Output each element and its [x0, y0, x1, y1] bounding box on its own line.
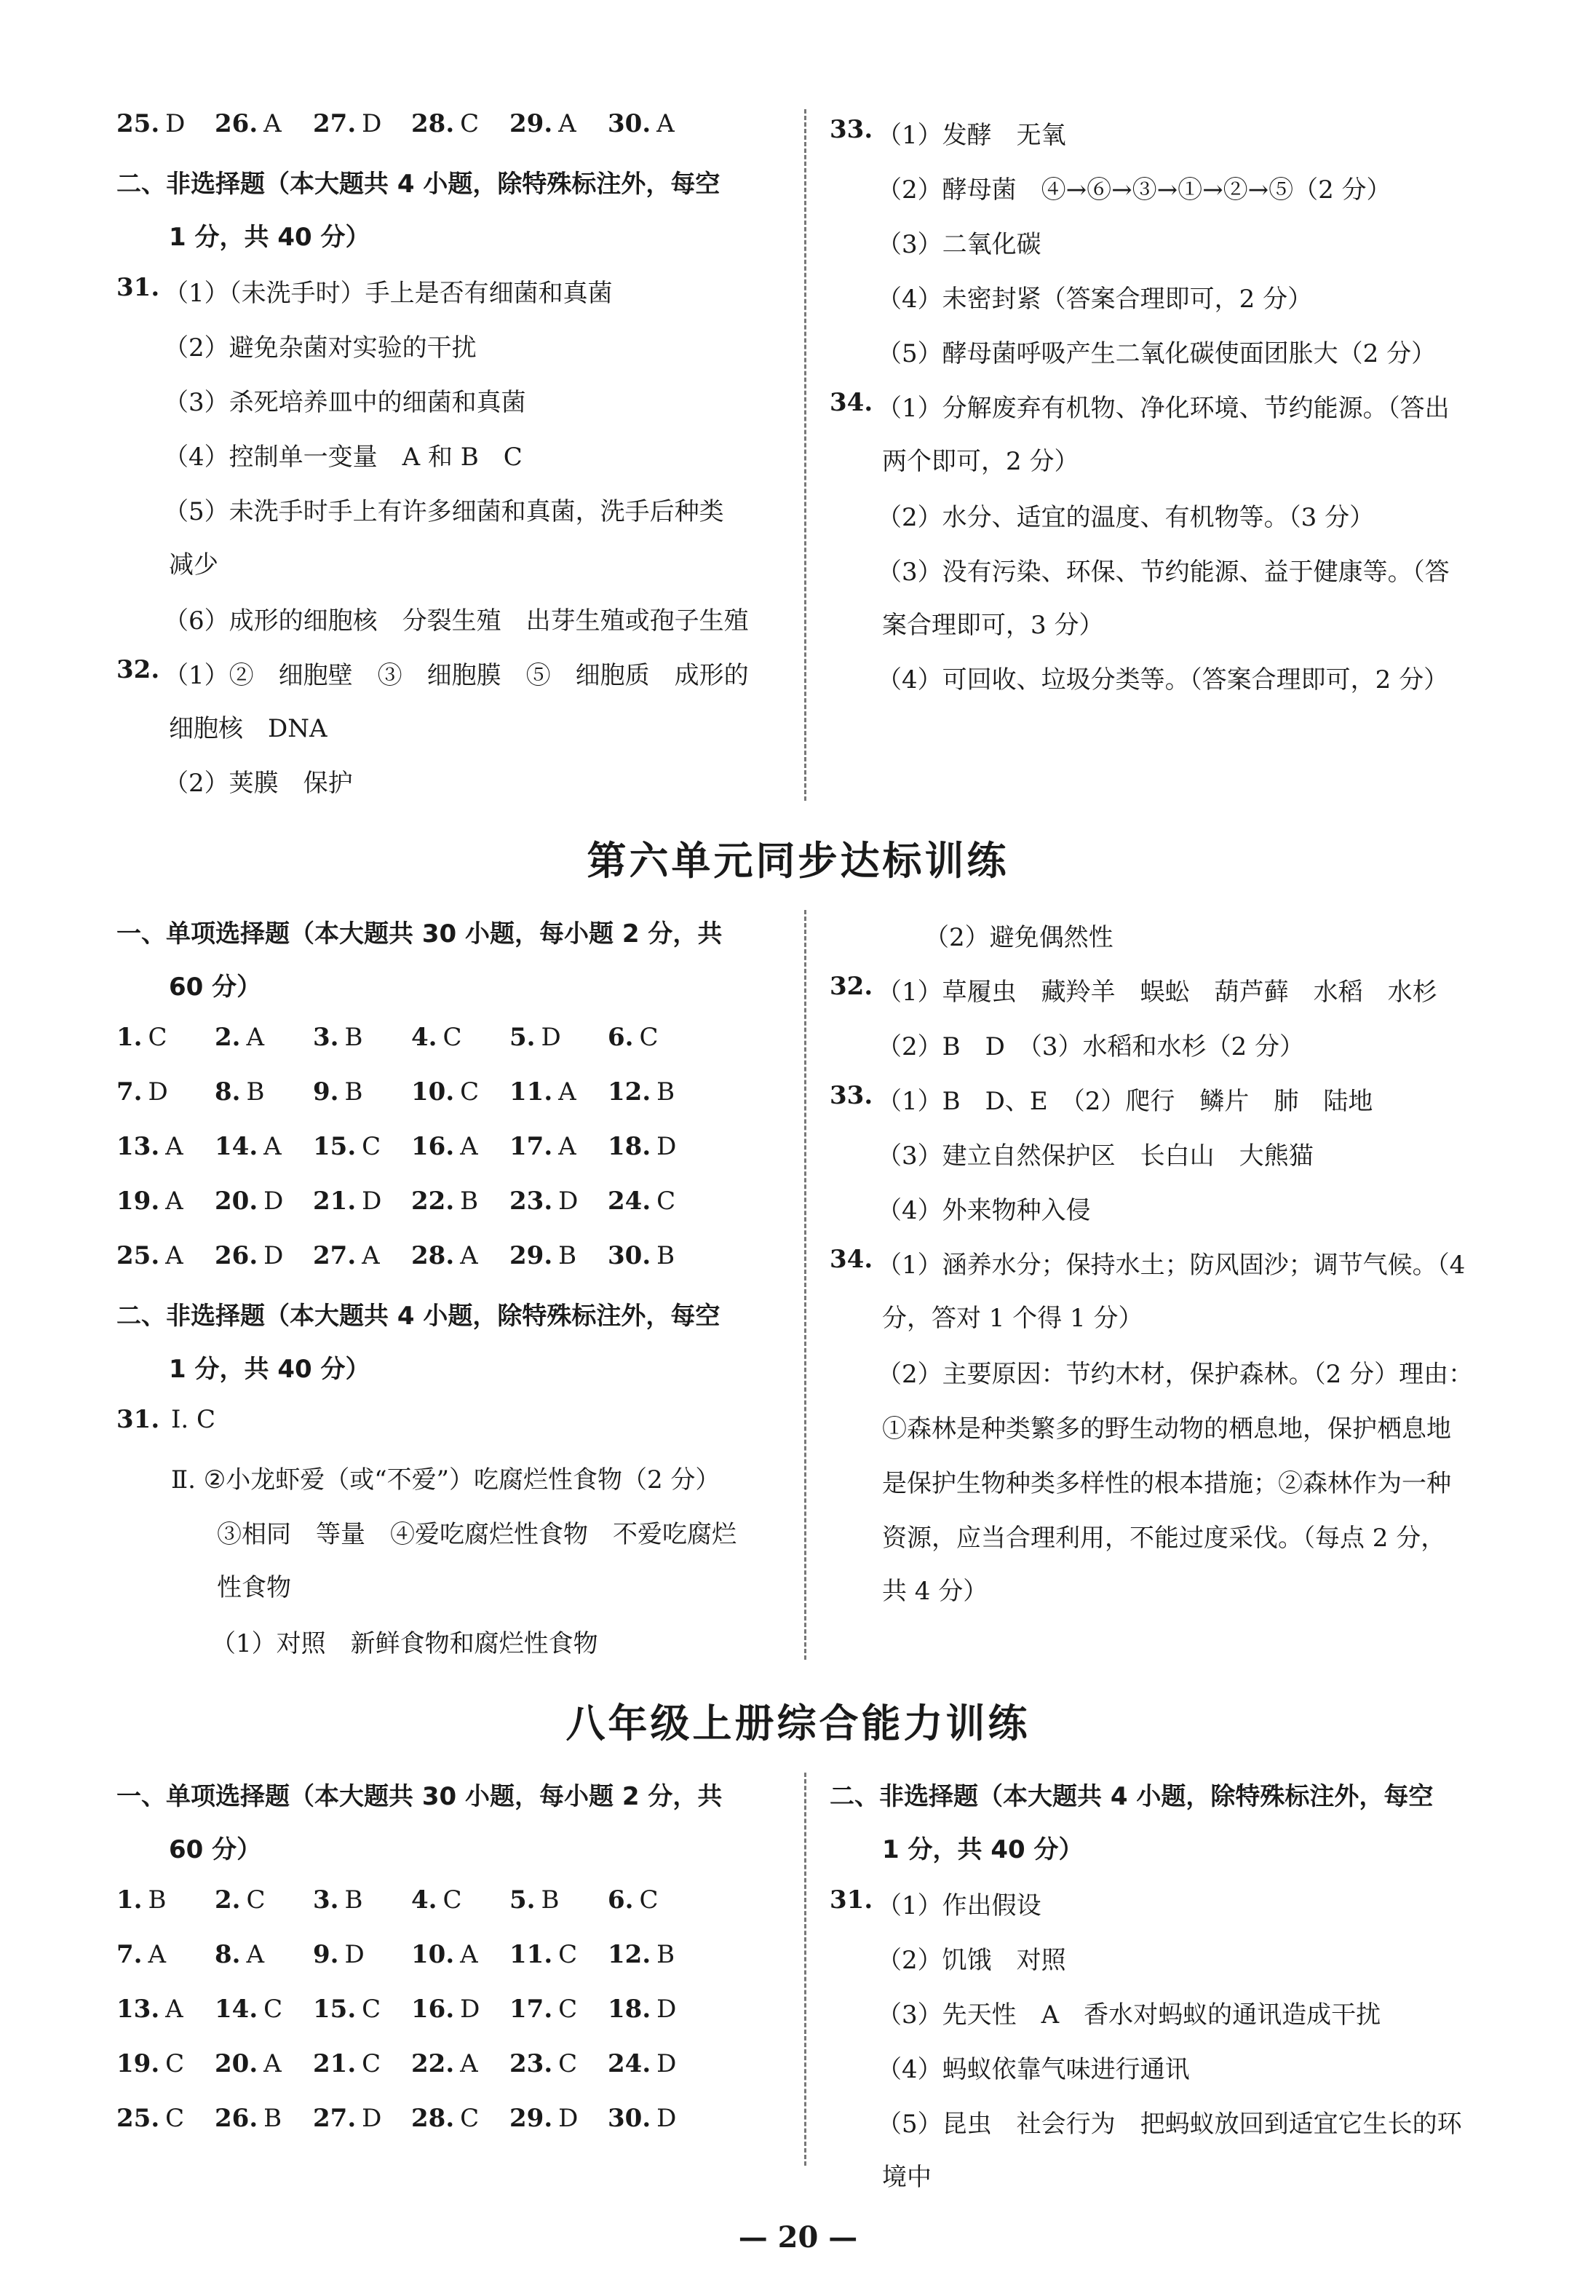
item-number: 19. [116, 2049, 160, 2078]
item-number: 20. [215, 2049, 258, 2078]
answer-cell [313, 1241, 411, 1270]
item-number: 24. [608, 2049, 651, 2078]
answer-cell [215, 1241, 313, 1270]
answer-cell [509, 1940, 608, 1969]
section-title: 第六单元同步达标训练 [587, 838, 1009, 884]
item-number: 27. [313, 2104, 357, 2133]
item-number: 29. [509, 109, 553, 138]
item-answer: B [460, 1187, 479, 1216]
question-number: 34. [830, 388, 873, 417]
section-heading-cont: 60 分） [169, 973, 262, 1002]
answer-text: 两个即可，2 分） [882, 447, 1079, 476]
item-answer: D [165, 109, 186, 138]
item-number: 18. [608, 1132, 651, 1161]
item-number: 26. [215, 1241, 258, 1270]
item-number: 7. [116, 1077, 143, 1107]
item-number: 25. [116, 1241, 160, 1270]
item-number: 21. [313, 2049, 357, 2078]
answer-text: （2）饥饿 对照 [877, 1946, 1066, 1975]
item-number: 13. [116, 1995, 160, 2024]
answer-text: （1）对照 新鲜食物和腐烂性食物 [211, 1629, 598, 1658]
answer-text: （5）酵母菌呼吸产生二氧化碳使面团胀大（2 分） [877, 339, 1437, 368]
question-number: 33. [830, 1081, 873, 1110]
answer-cell [608, 1077, 706, 1107]
item-number: 4. [411, 1023, 437, 1052]
item-answer: B [246, 1077, 265, 1107]
item-answer: B [656, 1241, 675, 1270]
answer-text: （3）二氧化碳 [877, 230, 1041, 259]
answer-text: ①森林是种类繁多的野生动物的栖息地，保护栖息地 [882, 1414, 1451, 1444]
answer-text: （2）避免偶然性 [924, 923, 1113, 952]
answer-cell [215, 2104, 313, 2133]
item-number: 15. [313, 1995, 357, 2024]
item-answer: D [656, 2049, 677, 2078]
answer-text: （2）水分、适宜的温度、有机物等。（3 分） [877, 503, 1375, 532]
answer-cell [509, 1885, 608, 1915]
answer-cell [411, 109, 509, 138]
item-number: 25. [116, 2104, 160, 2133]
item-answer: A [148, 1940, 167, 1969]
item-answer: B [148, 1885, 167, 1915]
answer-text: Ⅰ. C [171, 1405, 216, 1434]
answer-text: （2）避免杂菌对实验的干扰 [164, 333, 477, 363]
item-number: 22. [411, 1187, 455, 1216]
item-number: 26. [215, 2104, 258, 2133]
answer-cell [509, 1023, 608, 1052]
answer-cell [411, 1077, 509, 1107]
answer-cell [215, 2049, 313, 2078]
answer-cell [509, 1995, 608, 2024]
answer-row [116, 2104, 706, 2133]
item-answer: D [558, 1187, 579, 1216]
question-number: 34. [830, 1245, 873, 1274]
section-heading: 二、非选择题（本大题共 4 小题，除特殊标注外，每空 [116, 170, 720, 199]
page-number: — 20 — [738, 2220, 858, 2255]
answer-text: （1）（未洗手时）手上是否有细菌和真菌 [164, 279, 613, 308]
section-heading-cont: 1 分，共 40 分） [169, 223, 370, 252]
answer-cell [215, 1132, 313, 1161]
item-number: 9. [313, 1077, 339, 1107]
item-number: 29. [509, 1241, 553, 1270]
item-answer: C [246, 1885, 266, 1915]
item-answer: C [362, 2049, 381, 2078]
answer-text: 减少 [169, 550, 218, 579]
item-number: 9. [313, 1940, 339, 1969]
question-number: 33. [830, 115, 873, 144]
answer-text: （3）建立自然保护区 长白山 大熊猫 [877, 1141, 1314, 1171]
item-number: 24. [608, 1187, 651, 1216]
answer-row [116, 109, 706, 138]
answer-cell [215, 1885, 313, 1915]
question-number: 32. [830, 972, 873, 1001]
answer-row [116, 1940, 706, 1969]
section-heading-cont: 60 分） [169, 1835, 262, 1864]
answer-text: 是保护生物种类多样性的根本措施；②森林作为一种 [882, 1469, 1451, 1498]
item-answer: B [558, 1241, 577, 1270]
answer-text: （4）控制单一变量 A 和 B C [164, 443, 523, 472]
item-number: 5. [509, 1885, 536, 1915]
item-answer: A [263, 1132, 282, 1161]
answer-cell [313, 1995, 411, 2024]
answer-cell [608, 2049, 706, 2078]
answer-cell [608, 1241, 706, 1270]
item-answer: C [442, 1023, 462, 1052]
item-answer: A [558, 1077, 576, 1107]
item-answer: B [344, 1885, 363, 1915]
item-answer: C [148, 1023, 167, 1052]
answer-cell [215, 1187, 313, 1216]
answer-cell [215, 1077, 313, 1107]
column-divider [804, 910, 806, 1660]
answer-text: （5）昆虫 社会行为 把蚂蚁放回到适宜它生长的环 [877, 2110, 1462, 2139]
answer-cell [509, 1077, 608, 1107]
answer-cell [411, 1995, 509, 2024]
item-number: 5. [509, 1023, 536, 1052]
item-answer: A [263, 109, 282, 138]
item-answer: A [558, 109, 576, 138]
answer-cell [116, 1885, 215, 1915]
section-heading: 一、单项选择题（本大题共 30 小题，每小题 2 分，共 [116, 1782, 723, 1811]
item-answer: D [656, 2104, 677, 2133]
item-answer: A [246, 1023, 265, 1052]
item-number: 10. [411, 1940, 455, 1969]
item-number: 8. [215, 1940, 241, 1969]
item-number: 25. [116, 109, 160, 138]
answer-text: （4）未密封紧（答案合理即可，2 分） [877, 285, 1313, 314]
answer-cell [608, 109, 706, 138]
item-number: 27. [313, 1241, 357, 1270]
item-answer: A [460, 1132, 478, 1161]
item-number: 28. [411, 2104, 455, 2133]
item-number: 14. [215, 1995, 258, 2024]
item-answer: D [558, 2104, 579, 2133]
item-answer: D [263, 1187, 284, 1216]
answer-cell [116, 1077, 215, 1107]
question-number: 31. [116, 273, 160, 302]
item-number: 6. [608, 1023, 634, 1052]
answer-cell [313, 1132, 411, 1161]
answer-cell [608, 1023, 706, 1052]
section-heading-cont: 1 分，共 40 分） [169, 1355, 370, 1384]
answer-row [116, 1885, 706, 1915]
answer-cell [116, 1187, 215, 1216]
item-answer: A [460, 2049, 478, 2078]
answer-cell [608, 2104, 706, 2133]
item-answer: C [362, 1132, 381, 1161]
item-number: 13. [116, 1132, 160, 1161]
item-number: 23. [509, 2049, 553, 2078]
item-number: 17. [509, 1132, 553, 1161]
item-number: 2. [215, 1885, 241, 1915]
item-answer: C [460, 109, 480, 138]
item-number: 21. [313, 1187, 357, 1216]
item-answer: D [460, 1995, 480, 2024]
item-number: 12. [608, 1077, 651, 1107]
answer-text: （6）成形的细胞核 分裂生殖 出芽生殖或孢子生殖 [164, 606, 749, 636]
answer-text: （5）未洗手时手上有许多细菌和真菌，洗手后种类 [164, 497, 724, 526]
answer-cell [215, 1023, 313, 1052]
answer-cell [215, 1995, 313, 2024]
answer-cell [313, 1077, 411, 1107]
answer-cell [411, 1023, 509, 1052]
answer-cell [411, 2049, 509, 2078]
item-answer: D [263, 1241, 284, 1270]
item-number: 20. [215, 1187, 258, 1216]
answer-cell [116, 1940, 215, 1969]
answer-cell [116, 2049, 215, 2078]
item-number: 1. [116, 1885, 143, 1915]
answer-cell [608, 1187, 706, 1216]
answer-cell [116, 2104, 215, 2133]
item-answer: A [460, 1241, 478, 1270]
item-answer: A [246, 1940, 265, 1969]
item-answer: A [165, 1132, 183, 1161]
item-number: 16. [411, 1995, 455, 2024]
item-answer: C [165, 2049, 185, 2078]
item-answer: C [442, 1885, 462, 1915]
answer-text: （1）B D、E （2）爬行 鳞片 肺 陆地 [877, 1087, 1373, 1116]
answer-text: （1）发酵 无氧 [877, 121, 1066, 150]
answer-text: （3）杀死培养皿中的细菌和真菌 [164, 388, 526, 417]
item-answer: D [541, 1023, 561, 1052]
answer-row [116, 1995, 706, 2024]
answer-cell [313, 2104, 411, 2133]
answer-text: Ⅱ. ②小龙虾爱（或“不爱”）吃腐烂性食物（2 分） [171, 1465, 720, 1495]
answer-text: （1）草履虫 藏羚羊 蜈蚣 葫芦藓 水稻 水杉 [877, 978, 1437, 1007]
item-answer: A [362, 1241, 380, 1270]
answer-cell [411, 2104, 509, 2133]
item-answer: A [165, 1995, 183, 2024]
section-heading-cont: 1 分，共 40 分） [882, 1835, 1084, 1864]
answer-text: （1）分解废弃有机物、净化环境、节约能源。（答出 [877, 394, 1450, 423]
section-heading: 二、非选择题（本大题共 4 小题，除特殊标注外，每空 [830, 1782, 1434, 1811]
answer-text: ③相同 等量 ④爱吃腐烂性食物 不爱吃腐烂 [217, 1520, 737, 1549]
item-number: 18. [608, 1995, 651, 2024]
answer-text: （3）先天性 A 香水对蚂蚁的通讯造成干扰 [877, 2000, 1381, 2030]
item-answer: B [344, 1023, 363, 1052]
answer-cell [313, 1023, 411, 1052]
answer-cell [116, 1995, 215, 2024]
answer-text: （2）酵母菌 ④→⑥→③→①→②→⑤（2 分） [877, 175, 1391, 205]
item-answer: A [263, 2049, 282, 2078]
answer-cell [509, 1132, 608, 1161]
answer-text: 境中 [882, 2163, 932, 2192]
answer-row [116, 1241, 706, 1270]
item-number: 27. [313, 109, 357, 138]
item-answer: C [460, 1077, 480, 1107]
item-number: 29. [509, 2104, 553, 2133]
item-answer: C [558, 1940, 578, 1969]
answer-cell [411, 1885, 509, 1915]
answer-cell [509, 1241, 608, 1270]
answer-text: （2）B D （3）水稻和水杉（2 分） [877, 1032, 1304, 1061]
item-answer: C [656, 1187, 676, 1216]
item-answer: A [558, 1132, 576, 1161]
item-number: 26. [215, 109, 258, 138]
answer-text: （3）没有污染、环保、节约能源、益于健康等。（答 [877, 558, 1450, 587]
answer-text: （4）蚂蚁依靠气味进行通讯 [877, 2055, 1190, 2084]
answer-text: 资源，应当合理利用，不能过度采伐。（每点 2 分， [882, 1524, 1446, 1553]
item-answer: B [541, 1885, 560, 1915]
item-number: 1. [116, 1023, 143, 1052]
item-answer: D [656, 1132, 677, 1161]
item-number: 10. [411, 1077, 455, 1107]
item-answer: C [639, 1023, 659, 1052]
answer-cell [509, 2104, 608, 2133]
item-number: 12. [608, 1940, 651, 1969]
item-number: 22. [411, 2049, 455, 2078]
answer-row [116, 2049, 706, 2078]
answer-cell [509, 2049, 608, 2078]
item-number: 30. [608, 2104, 651, 2133]
answer-row [116, 1187, 706, 1216]
item-answer: A [460, 1940, 478, 1969]
item-answer: C [558, 1995, 578, 2024]
item-number: 3. [313, 1885, 339, 1915]
answer-cell [116, 109, 215, 138]
item-answer: B [263, 2104, 282, 2133]
answer-cell [608, 1885, 706, 1915]
answer-row [116, 1077, 706, 1107]
item-answer: D [362, 1187, 382, 1216]
answer-cell [411, 1187, 509, 1216]
item-answer: D [344, 1940, 365, 1969]
section-heading: 一、单项选择题（本大题共 30 小题，每小题 2 分，共 [116, 919, 723, 949]
item-number: 28. [411, 109, 455, 138]
item-number: 15. [313, 1132, 357, 1161]
item-answer: C [558, 2049, 578, 2078]
item-answer: C [460, 2104, 480, 2133]
answer-cell [313, 1885, 411, 1915]
answer-cell [215, 109, 313, 138]
item-answer: D [148, 1077, 168, 1107]
answer-cell [509, 1187, 608, 1216]
question-number: 31. [116, 1405, 160, 1434]
item-answer: C [639, 1885, 659, 1915]
item-answer: A [165, 1241, 183, 1270]
item-number: 3. [313, 1023, 339, 1052]
answer-cell [116, 1132, 215, 1161]
answer-cell [411, 1940, 509, 1969]
answer-cell [608, 1940, 706, 1969]
answer-cell [313, 109, 411, 138]
answer-text: （2）荚膜 保护 [164, 769, 353, 798]
answer-cell [215, 1940, 313, 1969]
item-answer: D [656, 1995, 677, 2024]
item-number: 17. [509, 1995, 553, 2024]
item-answer: C [165, 2104, 185, 2133]
item-number: 19. [116, 1187, 160, 1216]
item-answer: A [165, 1187, 183, 1216]
answer-cell [313, 1940, 411, 1969]
item-number: 30. [608, 1241, 651, 1270]
item-number: 16. [411, 1132, 455, 1161]
answer-row [116, 1023, 706, 1052]
item-number: 2. [215, 1023, 241, 1052]
answer-row [116, 1132, 706, 1161]
answer-cell [116, 1023, 215, 1052]
answer-text: （2）主要原因：节约木材，保护森林。（2 分）理由： [877, 1360, 1474, 1389]
item-answer: D [362, 109, 382, 138]
item-number: 6. [608, 1885, 634, 1915]
item-answer: B [344, 1077, 363, 1107]
answer-text: 案合理即可，3 分） [882, 611, 1104, 640]
item-answer: B [656, 1940, 675, 1969]
answer-cell [608, 1995, 706, 2024]
answer-cell [411, 1132, 509, 1161]
question-number: 31. [830, 1885, 873, 1915]
section-title: 八年级上册综合能力训练 [565, 1701, 1031, 1746]
item-number: 4. [411, 1885, 437, 1915]
item-number: 30. [608, 109, 651, 138]
item-number: 8. [215, 1077, 241, 1107]
answer-cell [313, 2049, 411, 2078]
answer-cell [116, 1241, 215, 1270]
item-answer: D [362, 2104, 382, 2133]
column-divider [804, 1773, 806, 2166]
answer-text: （1）涵养水分；保持水土；防风固沙；调节气候。（4 [877, 1251, 1466, 1280]
answer-text: （4）外来物种入侵 [877, 1196, 1091, 1225]
item-answer: A [656, 109, 675, 138]
item-number: 11. [509, 1940, 553, 1969]
answer-text: 共 4 分） [882, 1577, 988, 1606]
answer-text: （1）② 细胞壁 ③ 细胞膜 ⑤ 细胞质 成形的 [164, 661, 749, 690]
column-divider [804, 109, 806, 801]
answer-text: 细胞核 DNA [169, 714, 327, 743]
item-number: 23. [509, 1187, 553, 1216]
answer-cell [608, 1132, 706, 1161]
answer-cell [411, 1241, 509, 1270]
item-answer: C [263, 1995, 283, 2024]
answer-cell [313, 1187, 411, 1216]
answer-text: （1）作出假设 [877, 1891, 1041, 1920]
item-answer: B [656, 1077, 675, 1107]
item-number: 28. [411, 1241, 455, 1270]
section-heading: 二、非选择题（本大题共 4 小题，除特殊标注外，每空 [116, 1302, 720, 1331]
question-number: 32. [116, 655, 160, 684]
answer-cell [509, 109, 608, 138]
item-number: 7. [116, 1940, 143, 1969]
item-number: 11. [509, 1077, 553, 1107]
answer-text: 性食物 [217, 1573, 291, 1602]
answer-text: （4）可回收、垃圾分类等。（答案合理即可，2 分） [877, 665, 1449, 694]
item-answer: C [362, 1995, 381, 2024]
answer-text: 分，答对 1 个得 1 分） [882, 1304, 1143, 1333]
item-number: 14. [215, 1132, 258, 1161]
